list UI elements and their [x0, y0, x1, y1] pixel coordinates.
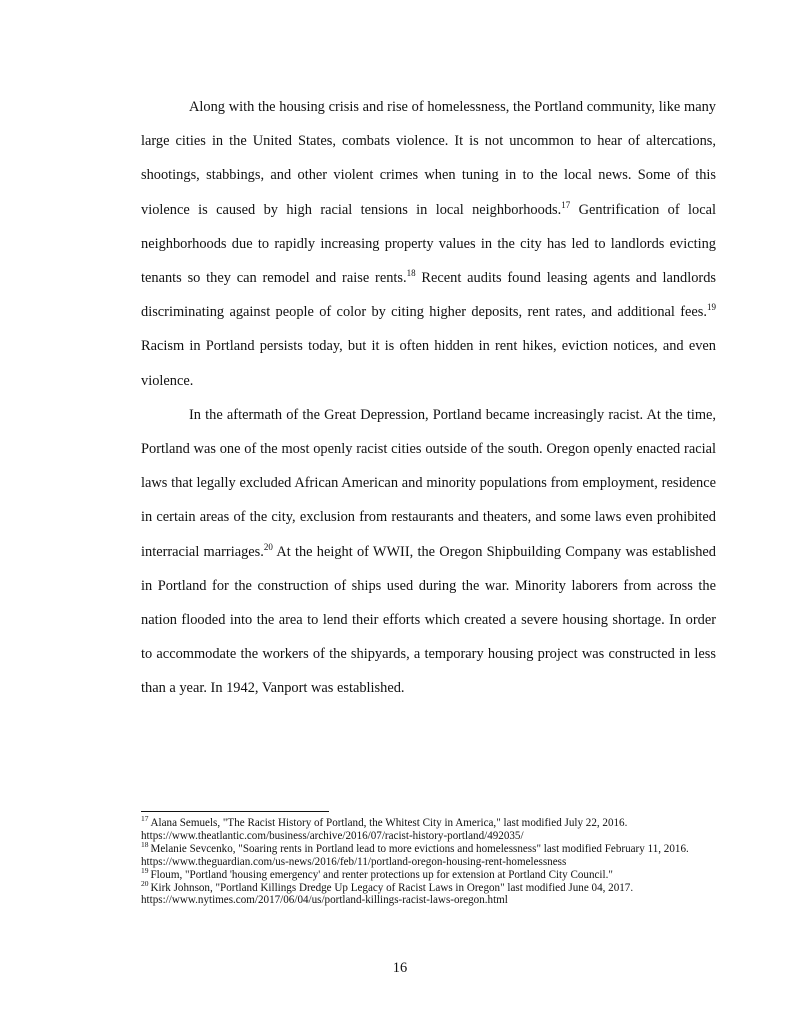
footnote-number: 20: [141, 878, 149, 888]
paragraph: [141, 90, 716, 398]
footnote-reference[interactable]: 18: [406, 268, 416, 279]
footnote-reference[interactable]: 20: [263, 541, 273, 552]
paragraph-text: In the aftermath of the Great Depression, Portland became increasingly racist. At the time, Portland was one of the most openly racist cities outside of the south. Oregon openly enacted racial laws that legally excluded African American and minority populations from employment, residence in certain areas of the city, exclusion from restaurants and theaters, and some laws even prohibited interracial marriages.: [141, 406, 716, 560]
footnote-number: 17: [141, 814, 149, 824]
page-number: 16: [392, 960, 408, 976]
footnote: [141, 840, 711, 869]
paragraph-text: Gentrification of local neighborhoods due to rapidly increasing property values in the city has led to landlords evicting tenants so they can remodel and raise rents.: [141, 201, 716, 287]
paragraph: [141, 398, 716, 706]
footnote-text: Kirk Johnson, "Portland Killings Dredge Up Legacy of Racist Laws in Oregon" last modified June 04, 2017. https://www.nytimes.com/2017/06/04/us/portland-killings-racist-laws-oregon.html: [141, 881, 634, 907]
paragraph-text: Along with the housing crisis and rise of homelessness, the Portland community, like many large cities in the United States, combats violence. It is not uncommon to hear of altercations, shootings, stabbings, and other violent crimes when tuning in to the local news. Some of this violence is caused by high racial tensions in local neighborhoods.: [141, 99, 716, 218]
footnote-text: Alana Semuels, "The Racist History of Portland, the Whitest City in America," last modified July 22, 2016. https://www.theatlantic.com/business/archive/2016/07/racist-history-portland/492035/: [141, 817, 628, 842]
footnotes: [141, 814, 711, 907]
footnote: [141, 878, 711, 908]
footnote-number: 18: [141, 840, 149, 850]
paragraph-text: At the height of WWII, the Oregon Shipbuilding Company was established in Portland for the construction of ships used during the war. Minority laborers from across the nation flooded into the area to lend their efforts which created a severe housing shortage. In order to accommodate the workers of the shipyards, a temporary housing project was constructed in less than a year. In 1942, Vanport was established.: [141, 543, 716, 697]
footnote-reference[interactable]: 19: [707, 302, 716, 313]
body-text: [141, 90, 716, 706]
footnote-text: Floum, "Portland 'housing emergency' and renter protections up for extension at Portland City Council.": [150, 868, 613, 881]
footnote-separator: [141, 811, 329, 812]
footnote: [141, 865, 711, 882]
footnote-reference[interactable]: 17: [561, 199, 571, 210]
footnote: [141, 814, 711, 843]
paragraph-text: Recent audits found leasing agents and landlords discriminating against people of color by citing higher deposits, rent rates, and additional fees.: [141, 270, 717, 321]
paragraph-text: Racism in Portland persists today, but it is often hidden in rent hikes, eviction notices, and even violence.: [141, 338, 716, 389]
footnote-number: 19: [141, 865, 149, 875]
footnote-text: Melanie Sevcenko, "Soaring rents in Portland lead to more evictions and homelessness" last modified February 11, 2016. https://www.theguardian.com/us-news/2016/feb/11/portland-oregon-housing-rent-homelessness: [141, 842, 689, 868]
